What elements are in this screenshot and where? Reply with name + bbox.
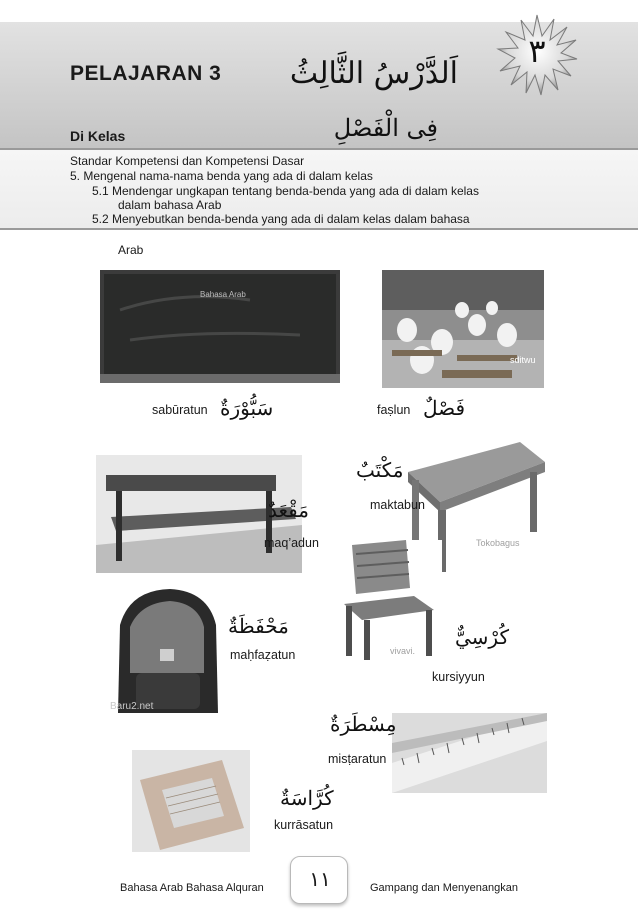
lesson-subtitle: Di Kelas: [70, 128, 126, 144]
classroom-photo: [382, 270, 544, 388]
vocab-faslun-arabic: فَصْلٌ: [423, 396, 466, 420]
standard-item-5-1: 5.1 Mendengar ungkapan tentang benda-benda yang ada di dalam kelas: [92, 184, 479, 198]
lesson-number-badge: [496, 14, 578, 96]
blackboard-writing: Bahasa Arab: [200, 290, 246, 299]
standard-item-5-2: 5.2 Menyebutkan benda-benda yang ada di dalam kelas dalam bahasa: [92, 212, 470, 226]
vocab-mahfazatun-arabic: مَحْفَظَةٌ: [228, 614, 289, 638]
footer-left-text: Bahasa Arab Bahasa Alquran: [120, 882, 264, 894]
page-number-box: [290, 856, 348, 904]
vocab-faslun-latin: faṣlun: [377, 403, 411, 417]
vocab-kursiyyun-arabic: كُرْسِيٌّ: [455, 625, 509, 649]
standard-item-5: 5. Mengenal nama-nama benda yang ada di dalam kelas: [70, 169, 373, 183]
classroom-watermark: sditwu: [510, 355, 536, 365]
vocab-kurrasatun-arabic: كُرَّاسَةٌ: [280, 786, 334, 810]
vocab-kurrasatun-latin: kurrāsatun: [274, 818, 334, 832]
vocab-maqadun-latin: maq’adun: [264, 536, 319, 550]
vocab-mistaratun-latin: misṭaratun: [328, 752, 387, 766]
blackboard-photo: [100, 270, 340, 383]
vocab-maqadun-arabic: مَقْعَدٌ: [268, 498, 309, 522]
vocab-maktabun-arabic: مَكْتَبٌ: [356, 458, 404, 482]
standard-heading: Standar Kompetensi dan Kompetensi Dasar: [70, 154, 305, 168]
vocab-sabburatun-latin: sabūratun: [152, 403, 208, 417]
lesson-title: PELAJARAN 3: [70, 62, 222, 85]
chair-photo: [334, 540, 442, 660]
table-watermark: Tokobagus: [476, 538, 520, 548]
footer-right-text: Gampang dan Menyenangkan: [370, 882, 518, 894]
lesson-number: ٣: [528, 32, 546, 70]
page-number: ١١: [309, 867, 331, 891]
standard-item-5-2-cont: Arab: [118, 243, 144, 257]
arabic-lesson-title: اَلدَّرْسُ الثَّالِثُ: [289, 56, 458, 91]
notebook-photo: [132, 750, 250, 852]
competency-standard-box: [0, 148, 638, 230]
ruler-photo: [392, 713, 547, 793]
chair-watermark: vivavi.: [390, 646, 416, 656]
arabic-lesson-subtitle: فِى الْفَصْلِ: [333, 114, 438, 142]
vocab-maktabun-latin: maktabun: [370, 498, 425, 512]
backpack-watermark: Baru2.net: [110, 701, 154, 712]
vocab-mahfazatun-latin: maḥfaẓatun: [230, 648, 296, 662]
backpack-photo: [100, 585, 228, 720]
vocab-kursiyyun-latin: kursiyyun: [432, 670, 485, 684]
vocab-mistaratun-arabic: مِسْطَرَةٌ: [330, 712, 397, 736]
vocab-sabburatun-arabic: سَبُّوْرَةٌ: [220, 396, 274, 420]
standard-item-5-1-cont: dalam bahasa Arab: [118, 198, 222, 212]
